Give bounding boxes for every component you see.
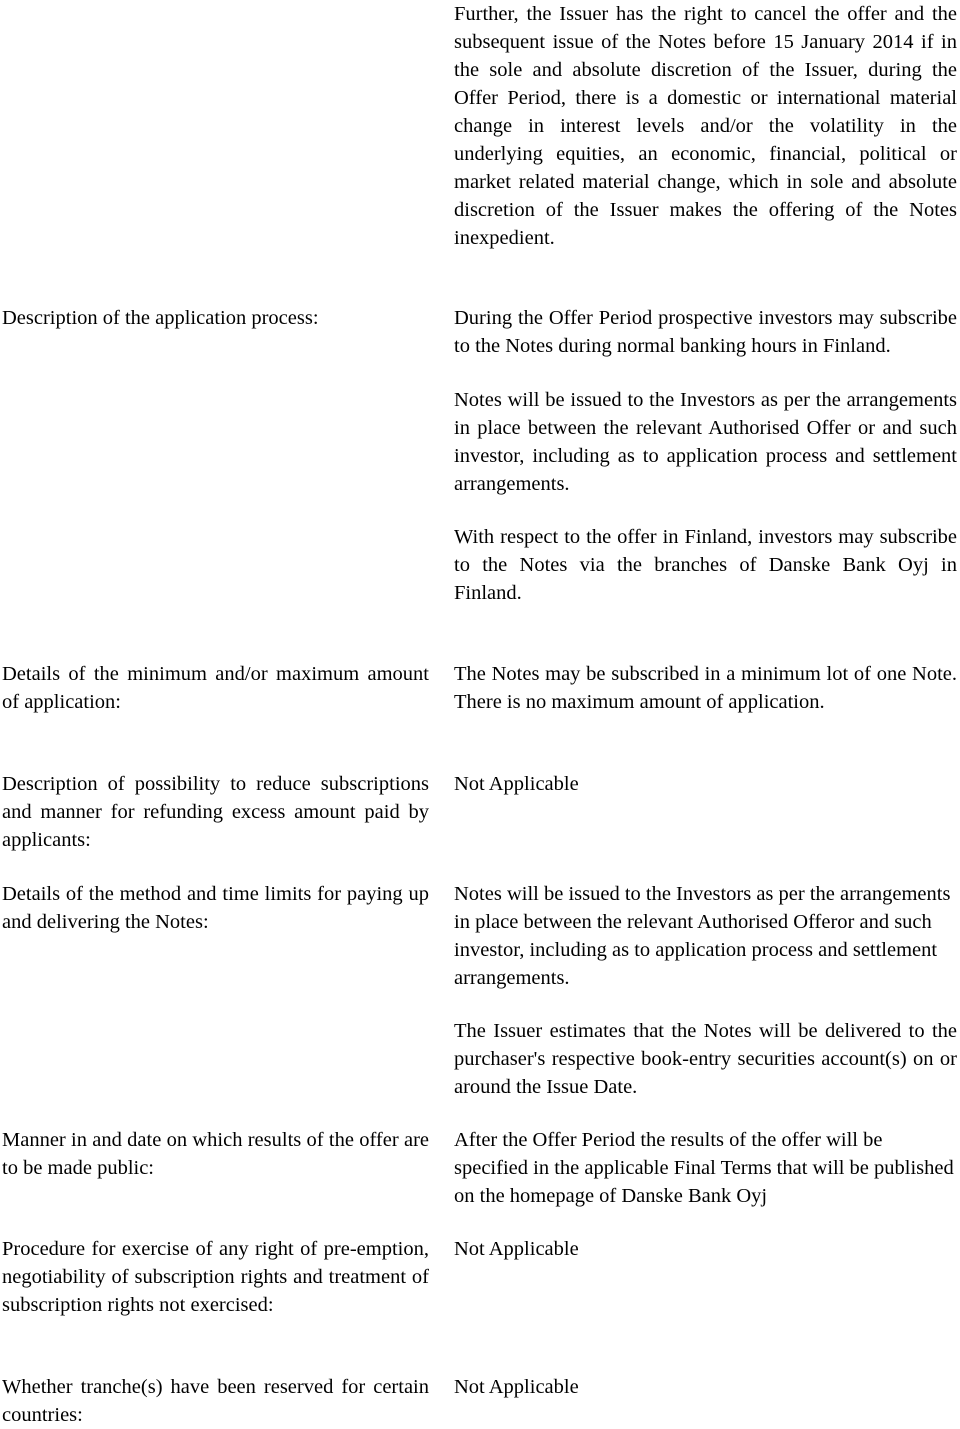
row-value xyxy=(454,1235,957,1263)
row-label: Procedure for exercise of any right of pre-emption, negotiability of subscription rights and treatment of subscription rights not exercised: xyxy=(2,1238,429,1316)
row-label: Description of the application process: xyxy=(2,307,319,329)
row-value xyxy=(454,770,957,798)
paragraph: Notes will be issued to the Investors as per the arrangements in place between the relevant Authorised Offer or and such investor, including as to application process and settlement arrangements. xyxy=(454,389,957,495)
row-label: Whether tranche(s) have been reserved for certain countries: xyxy=(2,1376,429,1426)
row-value xyxy=(454,880,957,1101)
paragraph: Not Applicable xyxy=(454,773,579,795)
row-label: Details of the method and time limits for paying up and delivering the Notes: xyxy=(2,883,429,933)
paragraph: Further, the Issuer has the right to cancel the offer and the subsequent issue of the Notes before 15 January 2014 if in the sole and absolute discretion of the Issuer, during the Offer Period, there is a domestic or international material change in interest levels and/or the volatility in the underlying equities, an economic, financial, political or market related material change, which in sole and absolute discretion of the Issuer makes the offering of the Notes inexpedient. xyxy=(454,3,957,249)
paragraph: Not Applicable xyxy=(454,1376,579,1398)
row-value xyxy=(454,0,957,252)
row-value xyxy=(454,1373,957,1401)
row-label: Details of the minimum and/or maximum amount of application: xyxy=(2,663,429,713)
paragraph: During the Offer Period prospective investors may subscribe to the Notes during normal banking hours in Finland. xyxy=(454,307,957,357)
row-label: Manner in and date on which results of the offer are to be made public: xyxy=(2,1129,429,1179)
row-value xyxy=(454,304,957,607)
paragraph: With respect to the offer in Finland, investors may subscribe to the Notes via the branches of Danske Bank Oyj in Finland. xyxy=(454,526,957,604)
paragraph: The Notes may be subscribed in a minimum lot of one Note. There is no maximum amount of application. xyxy=(454,663,957,713)
paragraph: After the Offer Period the results of the offer will be specified in the applicable Final Terms that will be published on the homepage of Danske Bank Oyj xyxy=(454,1129,954,1207)
paragraph: Notes will be issued to the Investors as per the arrangements in place between the relevant Authorised Offeror and such investor, including as to application process and settlement arrangements. xyxy=(454,883,951,989)
paragraph: The Issuer estimates that the Notes will be delivered to the purchaser's respective book-entry securities account(s) on or around the Issue Date. xyxy=(454,1020,957,1098)
row-value xyxy=(454,660,957,716)
row-value xyxy=(454,1126,957,1210)
paragraph: Not Applicable xyxy=(454,1238,579,1260)
row-label: Description of possibility to reduce subscriptions and manner for refunding excess amount paid by applicants: xyxy=(2,773,429,851)
